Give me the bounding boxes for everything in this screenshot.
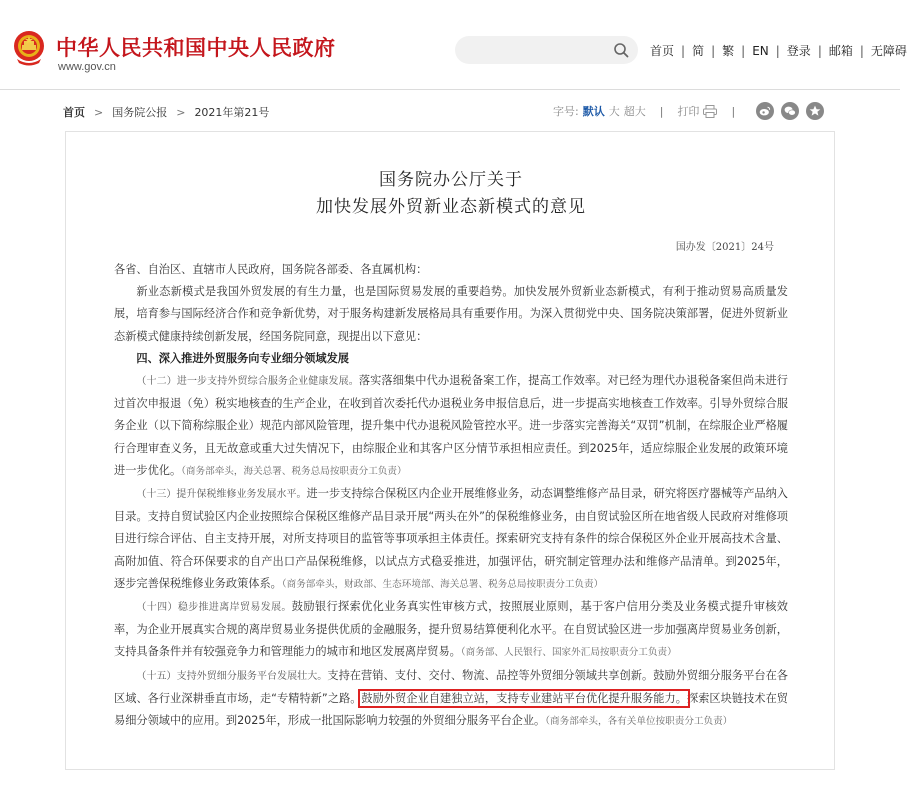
national-emblem-icon[interactable]: [12, 28, 46, 68]
breadcrumb-home[interactable]: 首页: [63, 106, 85, 119]
breadcrumb-bar: [0, 90, 900, 130]
printer-icon[interactable]: [703, 105, 717, 118]
paragraph-14-heading: （十四）稳步推进离岸贸易发展。: [136, 602, 292, 614]
breadcrumb-bulletin[interactable]: 国务院公报: [112, 106, 168, 119]
search-icon[interactable]: [613, 42, 629, 58]
document-number: 国办发〔2021〕24号: [675, 242, 774, 253]
paragraph-15-body-b: 探索区块链技术在贸易细分领域中的应用。到2025年，形成一批国际影响力较强的外贸细分服务平台企业。: [114, 691, 788, 728]
paragraph-13-departments: （商务部牵头，财政部、生态环境部、海关总署、税务总局按职责分工负责）: [281, 578, 604, 590]
nav-separator: |: [859, 43, 864, 58]
nav-home[interactable]: 首页: [650, 44, 675, 58]
nav-separator: |: [681, 43, 686, 58]
document-title-line1: 国务院办公厅关于: [379, 170, 523, 190]
paragraph-15-body-a: 支持在营销、支付、交付、物流、品控等外贸细分领域共享创新。鼓励外贸细分服务平台在各区域、各行业深耕垂直市场，走“专精特新”之路。: [114, 668, 788, 705]
nav-accessibility[interactable]: 无障碍: [870, 44, 907, 58]
paragraph-12-body: 落实落细集中代办退税备案工作，提高工作效率。对已经为理代办退税备案但尚未进行过首次申报退（免）税实地核查的生产企业，在收到首次委托代办退税业务申报信息后，进一步提高实地核查工作效率。引导外贸综合服务企业（以下简称综服企业）规范内部风险管理，提升集中代办退税风险管控水平。进一步落实完善海关“双罚”机制，在综服企业严格履行合理审查义务，且无故意或重大过失情况下，由综服企业和其客户区分情节承担相应责任。到2025年，适应综服企业发展的政策环境进一步优化。: [114, 374, 788, 477]
paragraph-12-departments: （商务部牵头，海关总署、税务总局按职责分工负责）: [181, 465, 407, 477]
tools-separator: |: [659, 104, 664, 118]
paragraph-15: [114, 665, 788, 734]
nav-simplified[interactable]: 简: [692, 44, 705, 58]
breadcrumb-issue[interactable]: 2021年第21号: [194, 106, 270, 119]
paragraph-13-body: 进一步支持综合保税区内企业开展维修业务，动态调整维修产品目录，研究将医疗器械等产品纳入目录。支持自贸试验区内企业按照综合保税区维修产品目录开展“两头在外”的保税维修业务，由自贸试验区所在地省级人民政府对维修项目进行综合评估、自主支持开展，对所支持项目的监管等事项承担主体责任。探索研究支持有条件的综合保税区外企业开展高技术含量、高附加值、符合环保要求的自产出口产品保税维修，以试点方式稳妥推进，加强评估，研究制定管理办法和维修产品清单。到2025年，逐步完善保税维修业务政策体系。: [114, 487, 788, 590]
section-heading: 四、深入推进外贸服务向专业细分领域发展: [136, 351, 349, 365]
nav-mailbox[interactable]: 邮箱: [828, 44, 853, 58]
nav-separator: |: [817, 43, 822, 58]
font-size-label: 字号:: [553, 105, 579, 118]
search-input[interactable]: [455, 36, 638, 64]
document-intro: 新业态新模式是我国外贸发展的有生力量，也是国际贸易发展的重要趋势。加快发展外贸新业态新模式，有利于推动贸易高质量发展，培育参与国际经济合作和竞争新优势，对于服务构建新发展格局具有重要作用。为深入贯彻党中央、国务院决策部署，促进外贸新业态新模式健康持续创新发展，经国务院同意，现提出以下意见：: [114, 285, 788, 343]
nav-login[interactable]: 登录: [786, 44, 811, 58]
document-addressee: 各省、自治区、直辖市人民政府，国务院各部委、各直属机构：: [114, 263, 428, 276]
paragraph-12: [114, 370, 788, 483]
site-url: www.gov.cn: [58, 61, 116, 73]
paragraph-13-heading: （十三）提升保税维修业务发展水平。: [136, 489, 307, 501]
page-tools: [553, 102, 824, 120]
paragraph-14: [114, 596, 788, 665]
paragraph-15-heading: （十五）支持外贸细分服务平台发展壮大。: [136, 670, 328, 682]
top-nav: [650, 42, 907, 59]
document-card: [65, 131, 835, 770]
paragraph-12-heading: （十二）进一步支持外贸综合服务企业健康发展。: [136, 376, 359, 388]
site-header: [0, 0, 907, 90]
tools-separator: |: [731, 104, 736, 118]
weibo-icon[interactable]: [756, 102, 774, 120]
highlighted-sentence: 鼓励外贸企业自建独立站，支持专业建站平台优化提升服务能力。: [361, 691, 687, 705]
nav-traditional[interactable]: 繁: [722, 44, 735, 58]
paragraph-15-departments: （商务部牵头，各有关单位按职责分工负责）: [545, 716, 733, 728]
document-title-line2: 加快发展外贸新业态新模式的意见: [316, 197, 586, 217]
nav-separator: |: [741, 43, 746, 58]
font-size-default[interactable]: 默认: [582, 105, 605, 118]
paragraph-14-departments: （商务部、人民银行、国家外汇局按职责分工负责）: [460, 647, 677, 659]
chevron-right-icon: >: [94, 105, 104, 119]
nav-separator: |: [775, 43, 780, 58]
document-body: [114, 259, 788, 733]
breadcrumb: [63, 104, 269, 120]
favorite-icon[interactable]: [806, 102, 824, 120]
font-size-xlarge[interactable]: 超大: [623, 105, 646, 118]
paragraph-14-body: 鼓励银行探索优化业务真实性审核方式，按照展业原则，基于客户信用分类及业务模式提升审核效率，为企业开展真实合规的离岸贸易业务提供优质的金融服务，提升贸易结算便利化水平。在自贸试验区进一步加强离岸贸易业务创新，支持具备条件并有较强竞争力和管理能力的城市和地区发展离岸贸易。: [114, 600, 788, 659]
nav-separator: |: [711, 43, 716, 58]
paragraph-13: [114, 483, 788, 596]
nav-english[interactable]: EN: [752, 43, 769, 58]
font-size-large[interactable]: 大: [608, 105, 620, 118]
chevron-right-icon: >: [176, 105, 186, 119]
site-title[interactable]: 中华人民共和国中央人民政府: [56, 35, 336, 60]
wechat-icon[interactable]: [781, 102, 799, 120]
print-button[interactable]: 打印: [677, 105, 700, 118]
